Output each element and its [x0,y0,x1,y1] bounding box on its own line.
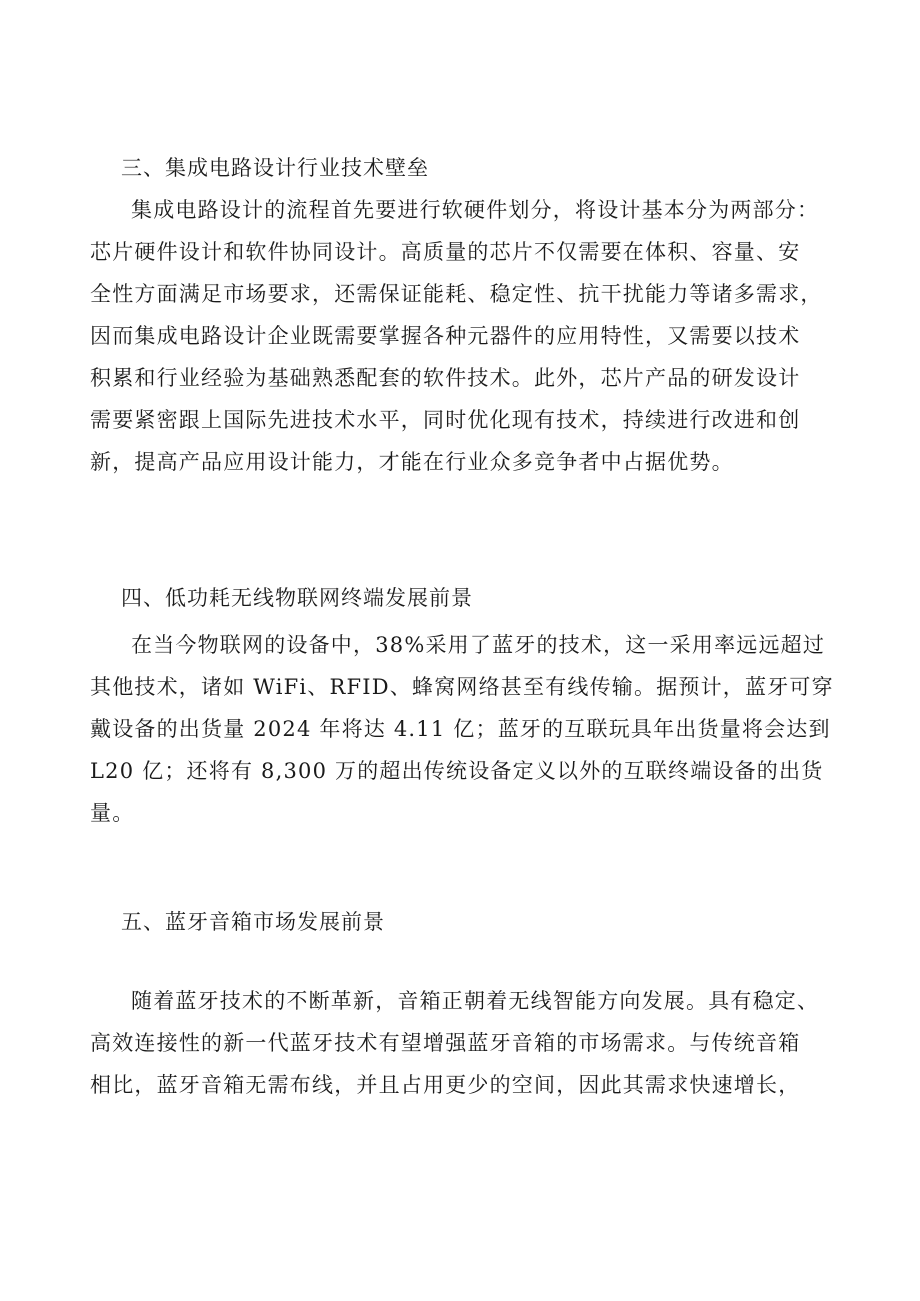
paragraph-line: 随着蓝牙技术的不断革新，音箱正朝着无线智能方向发展。具有稳定、 [131,989,820,1013]
paragraph-line: 量。 [90,801,135,825]
paragraph-line: 其他技术，诸如 WiFi、RFID、蜂窝网络甚至有线传输。据预计，蓝牙可穿 [90,675,834,699]
section-5-paragraph [90,980,850,1106]
section-heading-3: 三、集成电路设计行业技术壁垒 [121,156,429,180]
paragraph-line: 高效连接性的新一代蓝牙技术有望增强蓝牙音箱的市场需求。与传统音箱 [90,1031,801,1055]
paragraph-line: 全性方面满足市场要求，还需保证能耗、稳定性、抗干扰能力等诸多需求， [90,282,823,306]
paragraph-line: 需要紧密跟上国际先进技术水平，同时优化现有技术，持续进行改进和创 [90,408,801,432]
paragraph-line: 集成电路设计的流程首先要进行软硬件划分，将设计基本分为两部分： [131,198,820,222]
paragraph-line: 戴设备的出货量 2024 年将达 4.11 亿；蓝牙的互联玩具年出货量将会达到 [90,717,831,741]
paragraph-line: 相比，蓝牙音箱无需布线，并且占用更少的空间，因此其需求快速增长， [90,1073,801,1097]
paragraph-line: L20 亿；还将有 8,300 万的超出传统设备定义以外的互联终端设备的出货 [90,759,824,783]
paragraph-line: 芯片硬件设计和软件协同设计。高质量的芯片不仅需要在体积、容量、安 [90,240,801,264]
section-heading-5: 五、蓝牙音箱市场发展前景 [121,910,385,934]
section-3-paragraph [90,189,850,483]
section-heading-4: 四、低功耗无线物联网终端发展前景 [121,586,473,610]
paragraph-line: 因而集成电路设计企业既需要掌握各种元器件的应用特性，又需要以技术 [90,324,801,348]
paragraph-line: 新，提高产品应用设计能力，才能在行业众多竞争者中占据优势。 [90,450,734,474]
paragraph-line: 积累和行业经验为基础熟悉配套的软件技术。此外，芯片产品的研发设计 [90,366,801,390]
section-4-paragraph [90,624,850,834]
paragraph-line: 在当今物联网的设备中，38%采用了蓝牙的技术，这一采用率远远超过 [131,633,826,657]
